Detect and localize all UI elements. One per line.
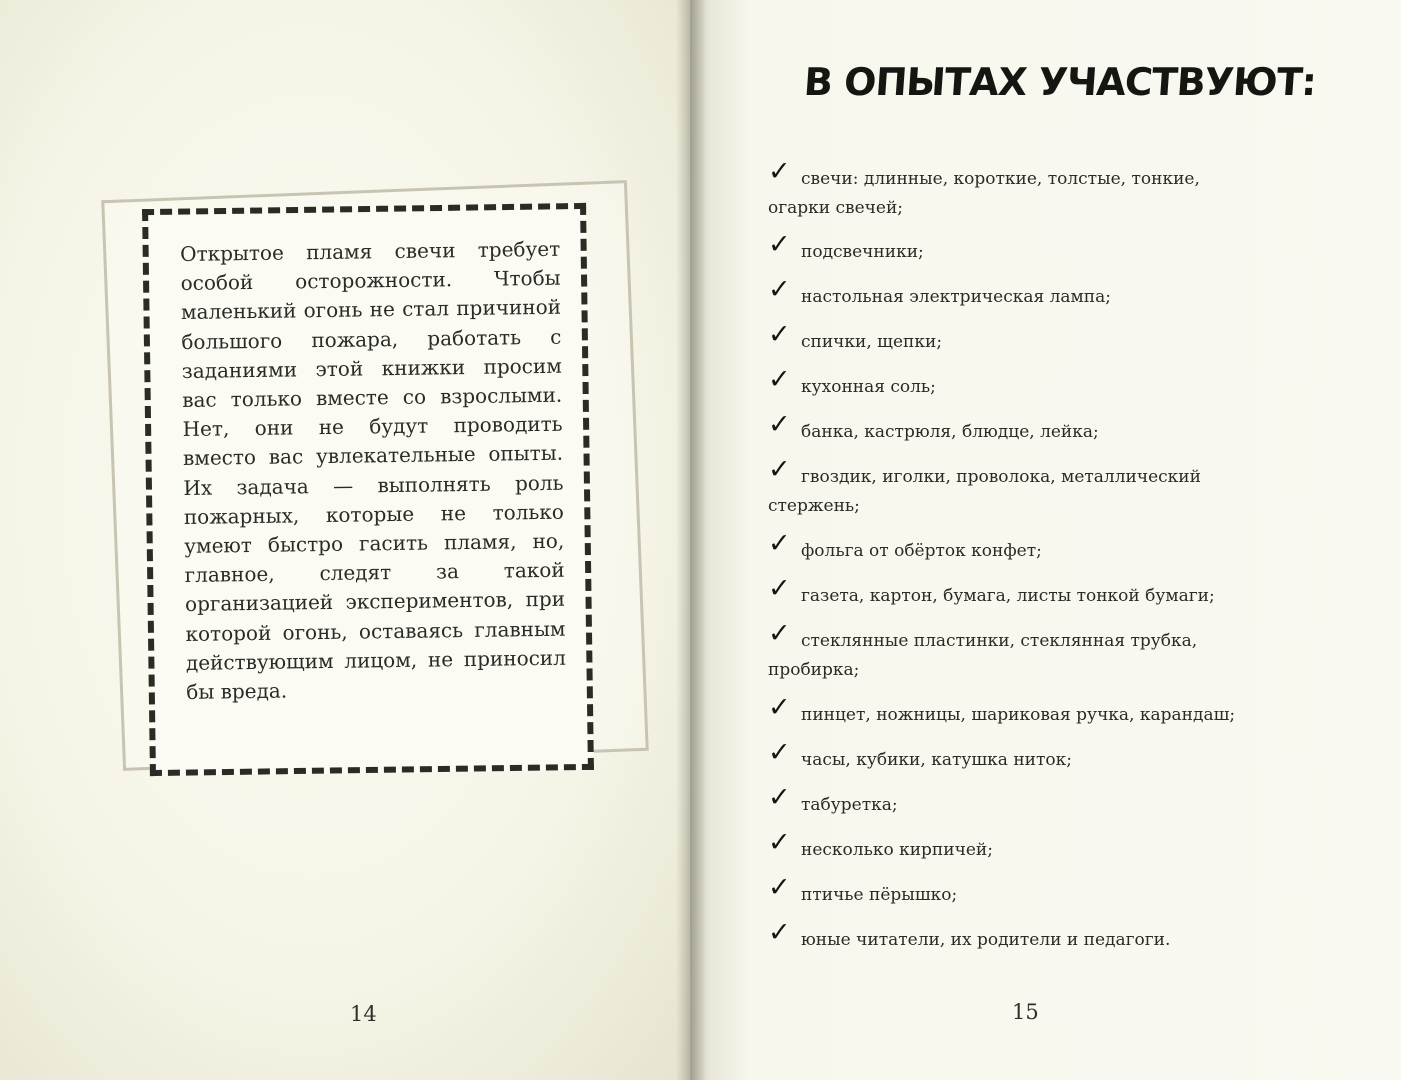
list-item-text-continued: стержень;: [768, 495, 860, 516]
checkmark-icon: ✓: [768, 782, 791, 813]
list-item-text: банка, кастрюля, блюдце, лейка;: [801, 422, 1099, 442]
list-item-text: гвоздик, иголки, проволока, металлический: [801, 467, 1201, 487]
book-gutter: [676, 0, 706, 1080]
list-item-text: настольная электрическая лампа;: [801, 287, 1111, 307]
list-item-text: подсвечники;: [801, 242, 924, 262]
checkmark-icon: ✓: [768, 827, 791, 858]
list-item-text: газета, картон, бумага, листы тонкой бумаги;: [801, 586, 1215, 606]
list-item-text: свечи: длинные, короткие, толстые, тонкие,: [801, 169, 1200, 189]
list-item-text: птичье пёрышко;: [801, 885, 958, 905]
page-number-right: 15: [1012, 1000, 1039, 1024]
checkmark-icon: ✓: [768, 692, 791, 723]
checkmark-icon: ✓: [768, 364, 791, 395]
page-heading: В ОПЫТАХ УЧАСТВУЮТ:: [802, 60, 1318, 104]
safety-note-text: Открытое пламя свечи требует особой осторожности. Чтобы маленький огонь не стал причиной большого пожара, работать с заданиями этой книжки просим вас только вместе со взрослыми. Нет, они не будут проводить вместо вас увлекательные опыты. Их задача — выполнять роль пожарных, которые не только умеют быстро гасить пламя, но, главное, следят за такой организацией экспериментов, при которой огонь, оставаясь главным действующим лицом, не приносил бы вреда.: [180, 236, 567, 705]
checkmark-icon: ✓: [768, 573, 791, 604]
bleed-through-text: [706, 60, 776, 1020]
checkmark-icon: ✓: [768, 917, 791, 948]
list-item-text: пинцет, ножницы, шариковая ручка, карандаш;: [801, 705, 1236, 725]
checkmark-icon: ✓: [768, 274, 791, 305]
list-item-text: юные читатели, их родители и педагоги.: [801, 930, 1171, 950]
checkmark-icon: ✓: [768, 872, 791, 903]
page-number-left: 14: [350, 1002, 377, 1026]
checkmark-icon: ✓: [768, 409, 791, 440]
list-item-text: кухонная соль;: [801, 377, 936, 397]
checkmark-icon: ✓: [768, 319, 791, 350]
list-item-text: стеклянные пластинки, стеклянная трубка,: [801, 631, 1198, 651]
list-item-text-continued: пробирка;: [768, 659, 860, 680]
list-item-text: фольга от обёрток конфет;: [801, 541, 1042, 561]
list-item-text: спички, щепки;: [801, 332, 943, 352]
list-item-text: табуретка;: [801, 795, 898, 815]
left-page: [0, 0, 690, 1080]
list-item-text: несколько кирпичей;: [801, 840, 993, 860]
checkmark-icon: ✓: [768, 737, 791, 768]
checkmark-icon: ✓: [768, 454, 791, 485]
list-item-text: часы, кубики, катушка ниток;: [801, 750, 1072, 770]
list-item-text-continued: огарки свечей;: [768, 197, 904, 218]
right-page: [690, 0, 1401, 1080]
checkmark-icon: ✓: [768, 528, 791, 559]
checkmark-icon: ✓: [768, 618, 791, 649]
checkmark-icon: ✓: [768, 156, 791, 187]
checkmark-icon: ✓: [768, 229, 791, 260]
